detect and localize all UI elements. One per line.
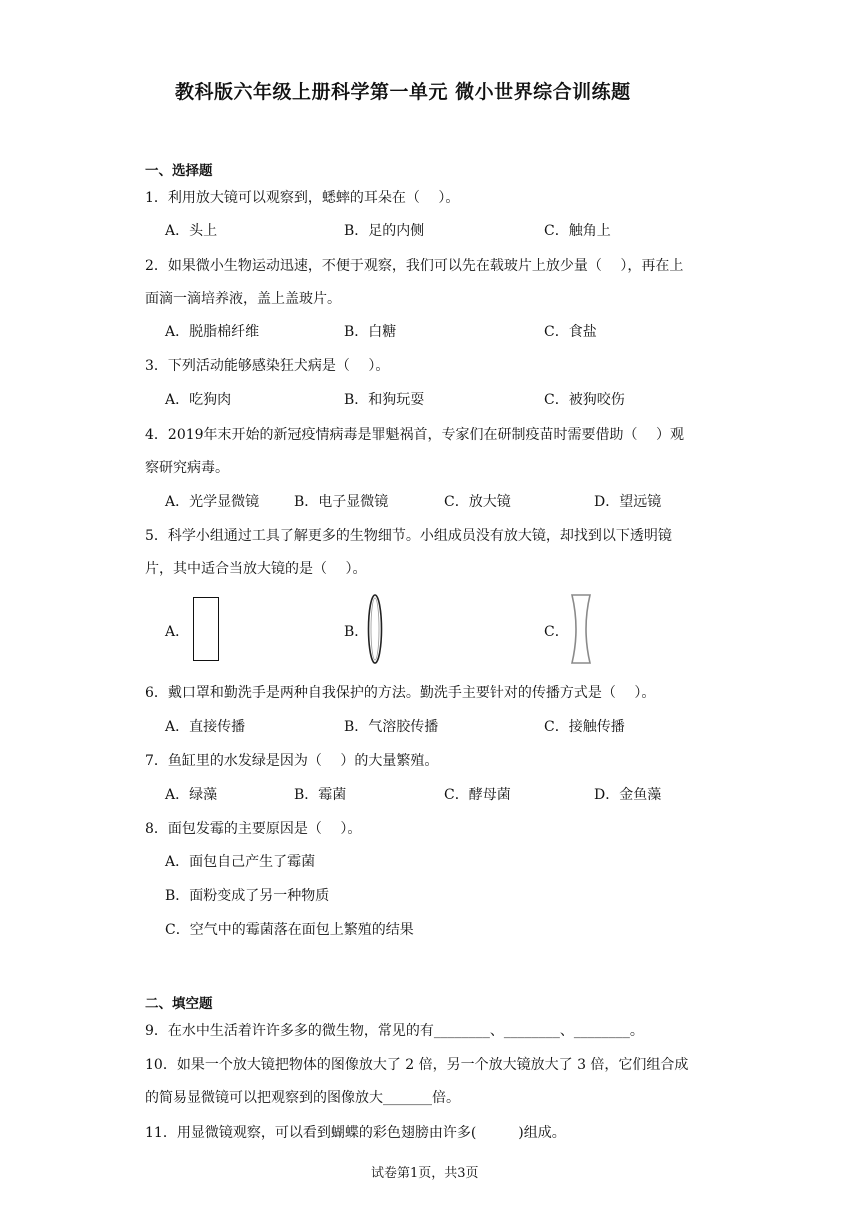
q6-option-a: A．直接传播	[165, 719, 246, 735]
q2-option-b: B．白糖	[344, 324, 397, 340]
flat-glass-lens-image	[193, 597, 219, 661]
q5-option-a: A．	[165, 624, 190, 640]
q8-option-b: B．面粉变成了另一种物质	[165, 888, 330, 904]
q4-option-b: B．电子显微镜	[294, 494, 389, 510]
question-5-line-1: 5．科学小组通过工具了解更多的生物细节。小组成员没有放大镜，却找到以下透明镜	[145, 528, 672, 544]
q7-option-a: A．绿藻	[165, 787, 218, 803]
page-title: 教科版六年级上册科学第一单元 微小世界综合训练题	[175, 81, 631, 103]
question-3: 3．下列活动能够感染狂犬病是（ ）。	[145, 358, 390, 374]
question-6: 6．戴口罩和勤洗手是两种自我保护的方法。勤洗手主要针对的传播方式是（ ）。	[145, 685, 656, 701]
q3-option-a: A．吃狗肉	[165, 392, 232, 408]
q4-option-a: A．光学显微镜	[165, 494, 260, 510]
q7-option-c: C．酵母菌	[444, 787, 511, 803]
question-5-line-2: 片，其中适合当放大镜的是（ ）。	[145, 561, 367, 577]
q2-option-c: C．食盐	[544, 324, 597, 340]
question-4-line-2: 察研究病毒。	[145, 460, 229, 476]
q1-option-c: C．触角上	[544, 223, 611, 239]
q3-option-c: C．被狗咬伤	[544, 392, 625, 408]
question-2-line-1: 2．如果微小生物运动迅速，不便于观察，我们可以先在载玻片上放少量（ ），再在上	[145, 258, 684, 274]
question-8: 8．面包发霉的主要原因是（ ）。	[145, 821, 362, 837]
page-footer: 试卷第1页，共3页	[371, 1166, 479, 1181]
q6-option-b: B．气溶胶传播	[344, 719, 439, 735]
q2-option-a: A．脱脂棉纤维	[165, 324, 260, 340]
question-2-line-2: 面滴一滴培养液，盖上盖玻片。	[145, 291, 341, 307]
question-7: 7．鱼缸里的水发绿是因为（ ）的大量繁殖。	[145, 753, 439, 769]
question-11: 11．用显微镜观察，可以看到蝴蝶的彩色翅膀由许多( )组成。	[145, 1125, 566, 1141]
concave-lens-image	[570, 593, 592, 665]
q3-option-b: B．和狗玩耍	[344, 392, 425, 408]
q5-option-c: C．	[544, 624, 569, 640]
q1-option-b: B．足的内侧	[344, 223, 425, 239]
question-4-line-1: 4．2019年末开始的新冠疫情病毒是罪魁祸首，专家们在研制疫苗时需要借助（ ）观	[145, 427, 684, 443]
q7-option-b: B．霉菌	[294, 787, 347, 803]
convex-lens-image	[366, 593, 384, 665]
question-10-line-2: 的简易显微镜可以把观察到的图像放大_______倍。	[145, 1090, 460, 1106]
q4-option-c: C．放大镜	[444, 494, 511, 510]
question-10-line-1: 10．如果一个放大镜把物体的图像放大了 2 倍，另一个放大镜放大了 3 倍，它们组合成	[145, 1057, 689, 1073]
question-9: 9．在水中生活着许许多多的微生物，常见的有________、________、________。	[145, 1023, 644, 1039]
question-1: 1．利用放大镜可以观察到，蟋蟀的耳朵在（ ）。	[145, 190, 460, 206]
section-heading-fill: 二、填空题	[145, 996, 213, 1012]
q1-option-a: A．头上	[165, 223, 218, 239]
section-heading-choice: 一、选择题	[145, 163, 213, 179]
q6-option-c: C．接触传播	[544, 719, 625, 735]
q8-option-a: A．面包自己产生了霉菌	[165, 854, 316, 870]
q5-option-b: B．	[344, 624, 369, 640]
q4-option-d: D．望远镜	[594, 494, 662, 510]
q8-option-c: C．空气中的霉菌落在面包上繁殖的结果	[165, 922, 414, 938]
q7-option-d: D．金鱼藻	[594, 787, 662, 803]
